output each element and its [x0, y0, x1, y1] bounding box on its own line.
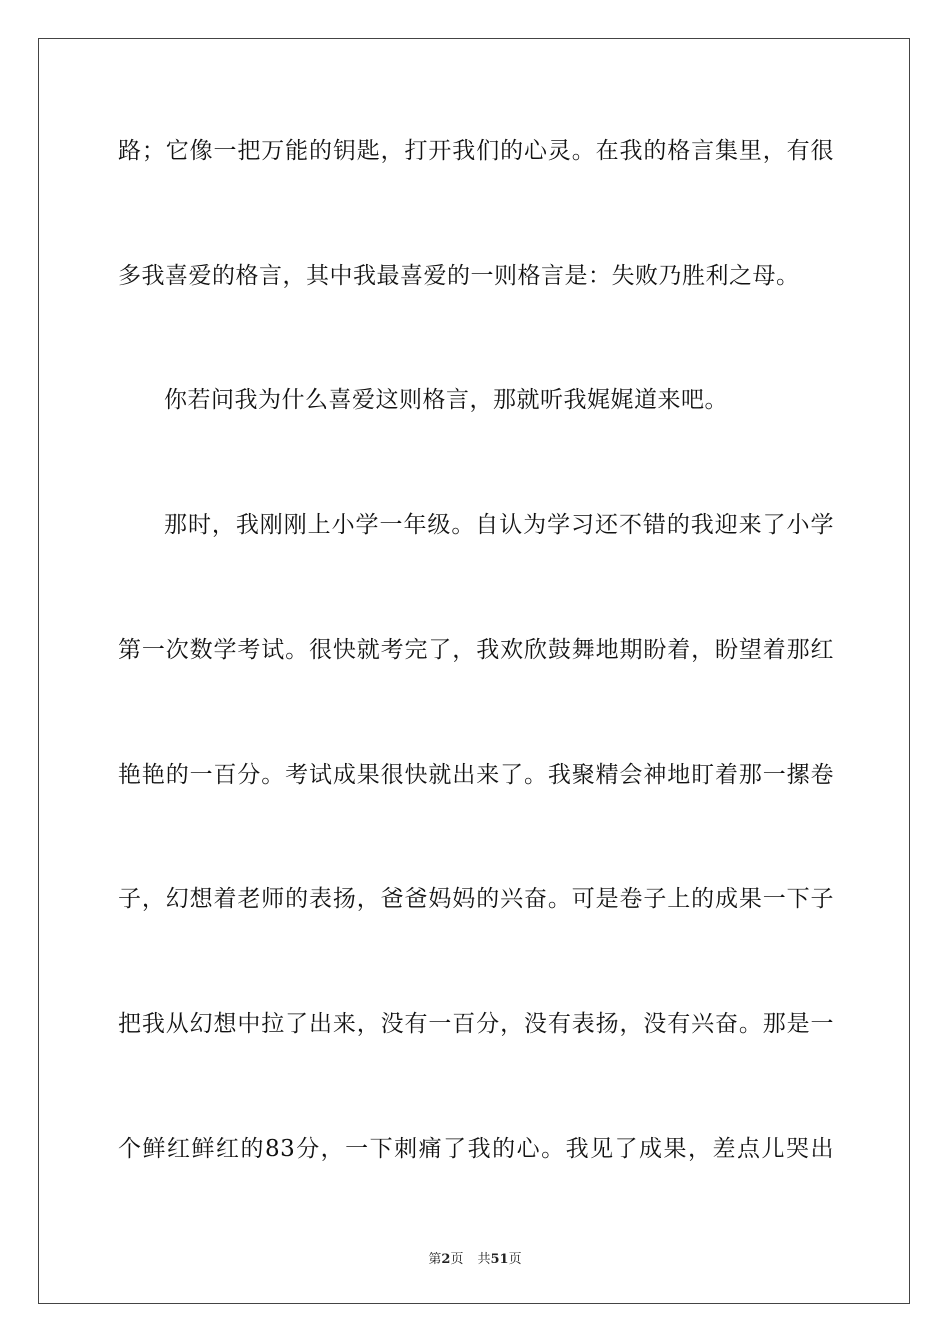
text-line: 第一次数学考试。很快就考完了，我欢欣鼓舞地期盼着，盼望着那红	[118, 637, 834, 663]
page-suffix: 页	[450, 1252, 464, 1267]
page-current: 2	[441, 1252, 451, 1267]
text-line: 艳艳的一百分。考试成果很快就出来了。我聚精会神地盯着那一摞卷	[118, 762, 834, 788]
text-line: 子，幻想着老师的表扬，爸爸妈妈的兴奋。可是卷子上的成果一下子	[118, 886, 834, 912]
text-line: 把我从幻想中拉了出来，没有一百分，没有表扬，没有兴奋。那是一	[118, 1011, 834, 1037]
text-line: 路；它像一把万能的钥匙，打开我们的心灵。在我的格言集里，有很	[118, 138, 834, 164]
text-line: 你若问我为什么喜爱这则格言，那就听我娓娓道来吧。	[164, 387, 728, 413]
page-total: 51	[490, 1252, 509, 1267]
total-suffix: 页	[508, 1252, 522, 1267]
total-prefix: 共	[477, 1252, 491, 1267]
page-frame	[38, 38, 910, 1304]
text-line: 那时，我刚刚上小学一年级。自认为学习还不错的我迎来了小学	[164, 512, 834, 538]
text-line: 多我喜爱的格言，其中我最喜爱的一则格言是：失败乃胜利之母。	[118, 263, 800, 289]
text-line: 个鲜红鲜红的83分，一下刺痛了我的心。我见了成果，差点儿哭出	[118, 1136, 834, 1162]
page-prefix: 第	[428, 1252, 442, 1267]
page-footer	[0, 1248, 950, 1267]
